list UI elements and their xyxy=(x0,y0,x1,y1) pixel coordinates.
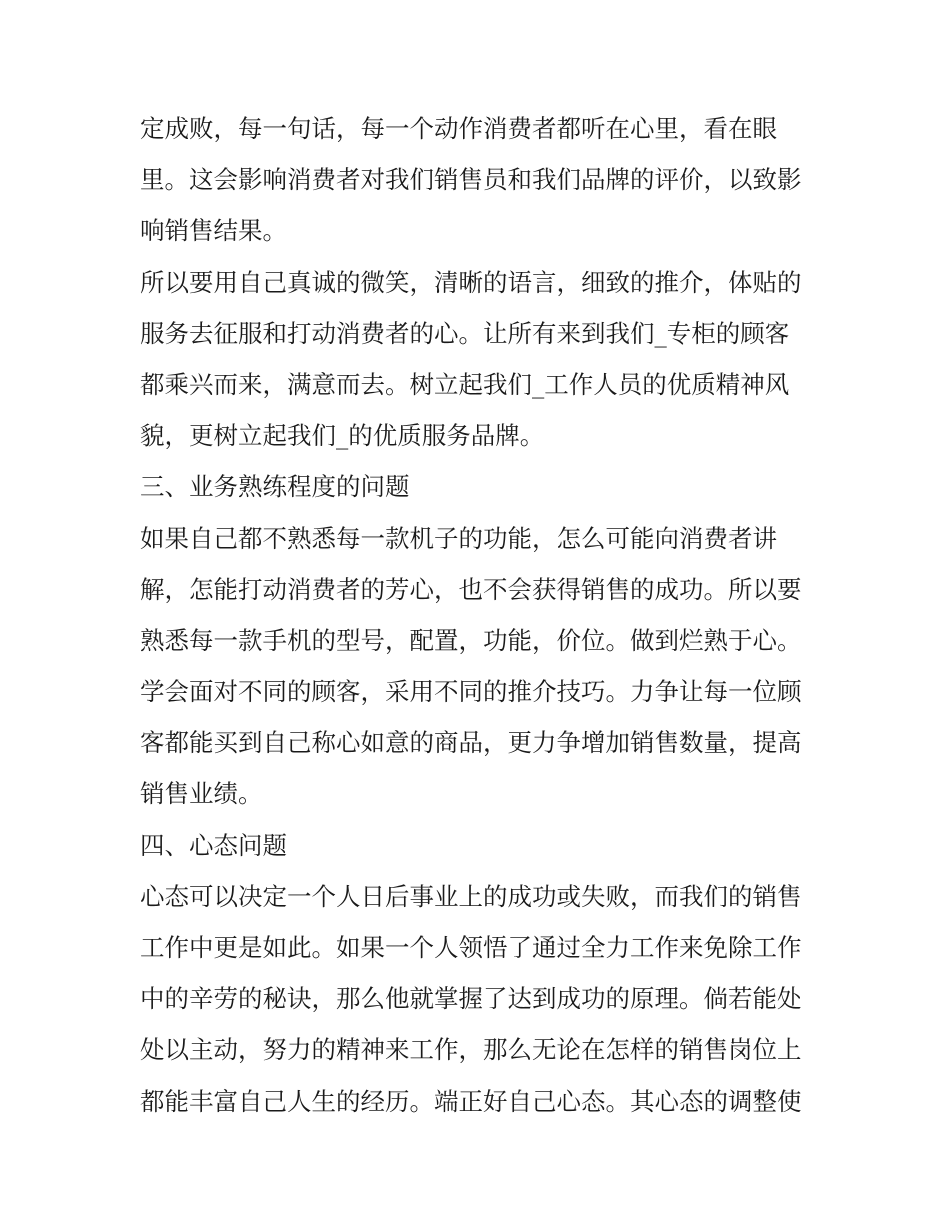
text-line: 处以主动，努力的精神来工作，那么无论在怎样的销售岗位上 xyxy=(140,1035,802,1065)
text-line: 都能丰富自己人生的经历。端正好自己心态。其心态的调整使 xyxy=(140,1086,802,1116)
text-line: 销售业绩。 xyxy=(140,779,263,809)
section-heading: 四、心态问题 xyxy=(140,830,287,860)
body-text xyxy=(140,103,820,1127)
text-line: 熟悉每一款手机的型号，配置，功能，价位。做到烂熟于心。 xyxy=(140,625,802,655)
text-line: 客都能买到自己称心如意的商品，更力争增加销售数量，提高 xyxy=(140,728,802,758)
text-line: 解，怎能打动消费者的芳心，也不会获得销售的成功。所以要 xyxy=(140,574,802,604)
text-line: 定成败，每一句话，每一个动作消费者都听在心里，看在眼 xyxy=(140,114,777,143)
text-line: 工作中更是如此。如果一个人领悟了通过全力工作来免除工作 xyxy=(140,933,802,962)
text-line: 里。这会影响消费者对我们销售员和我们品牌的评价，以致影 xyxy=(140,165,802,195)
text-line: 貌，更树立起我们_的优质服务品牌。 xyxy=(140,421,545,451)
text-line: 所以要用自己真诚的微笑，清晰的语言，细致的推介，体贴的 xyxy=(140,267,802,297)
text-line: 响销售结果。 xyxy=(140,216,287,246)
text-line: 如果自己都不熟悉每一款机子的功能，怎么可能向消费者讲 xyxy=(140,523,777,553)
text-line: 都乘兴而来，满意而去。树立起我们_工作人员的优质精神风 xyxy=(140,369,790,399)
text-line: 学会面对不同的顾客，采用不同的推介技巧。力争让每一位顾 xyxy=(140,677,802,707)
section-heading: 三、业务熟练程度的问题 xyxy=(140,472,410,502)
text-line: 心态可以决定一个人日后事业上的成功或失败，而我们的销售 xyxy=(140,881,802,911)
text-line: 服务去征服和打动消费者的心。让所有来到我们_专柜的顾客 xyxy=(140,318,790,348)
text-line: 中的辛劳的秘诀，那么他就掌握了达到成功的原理。倘若能处 xyxy=(140,984,802,1014)
